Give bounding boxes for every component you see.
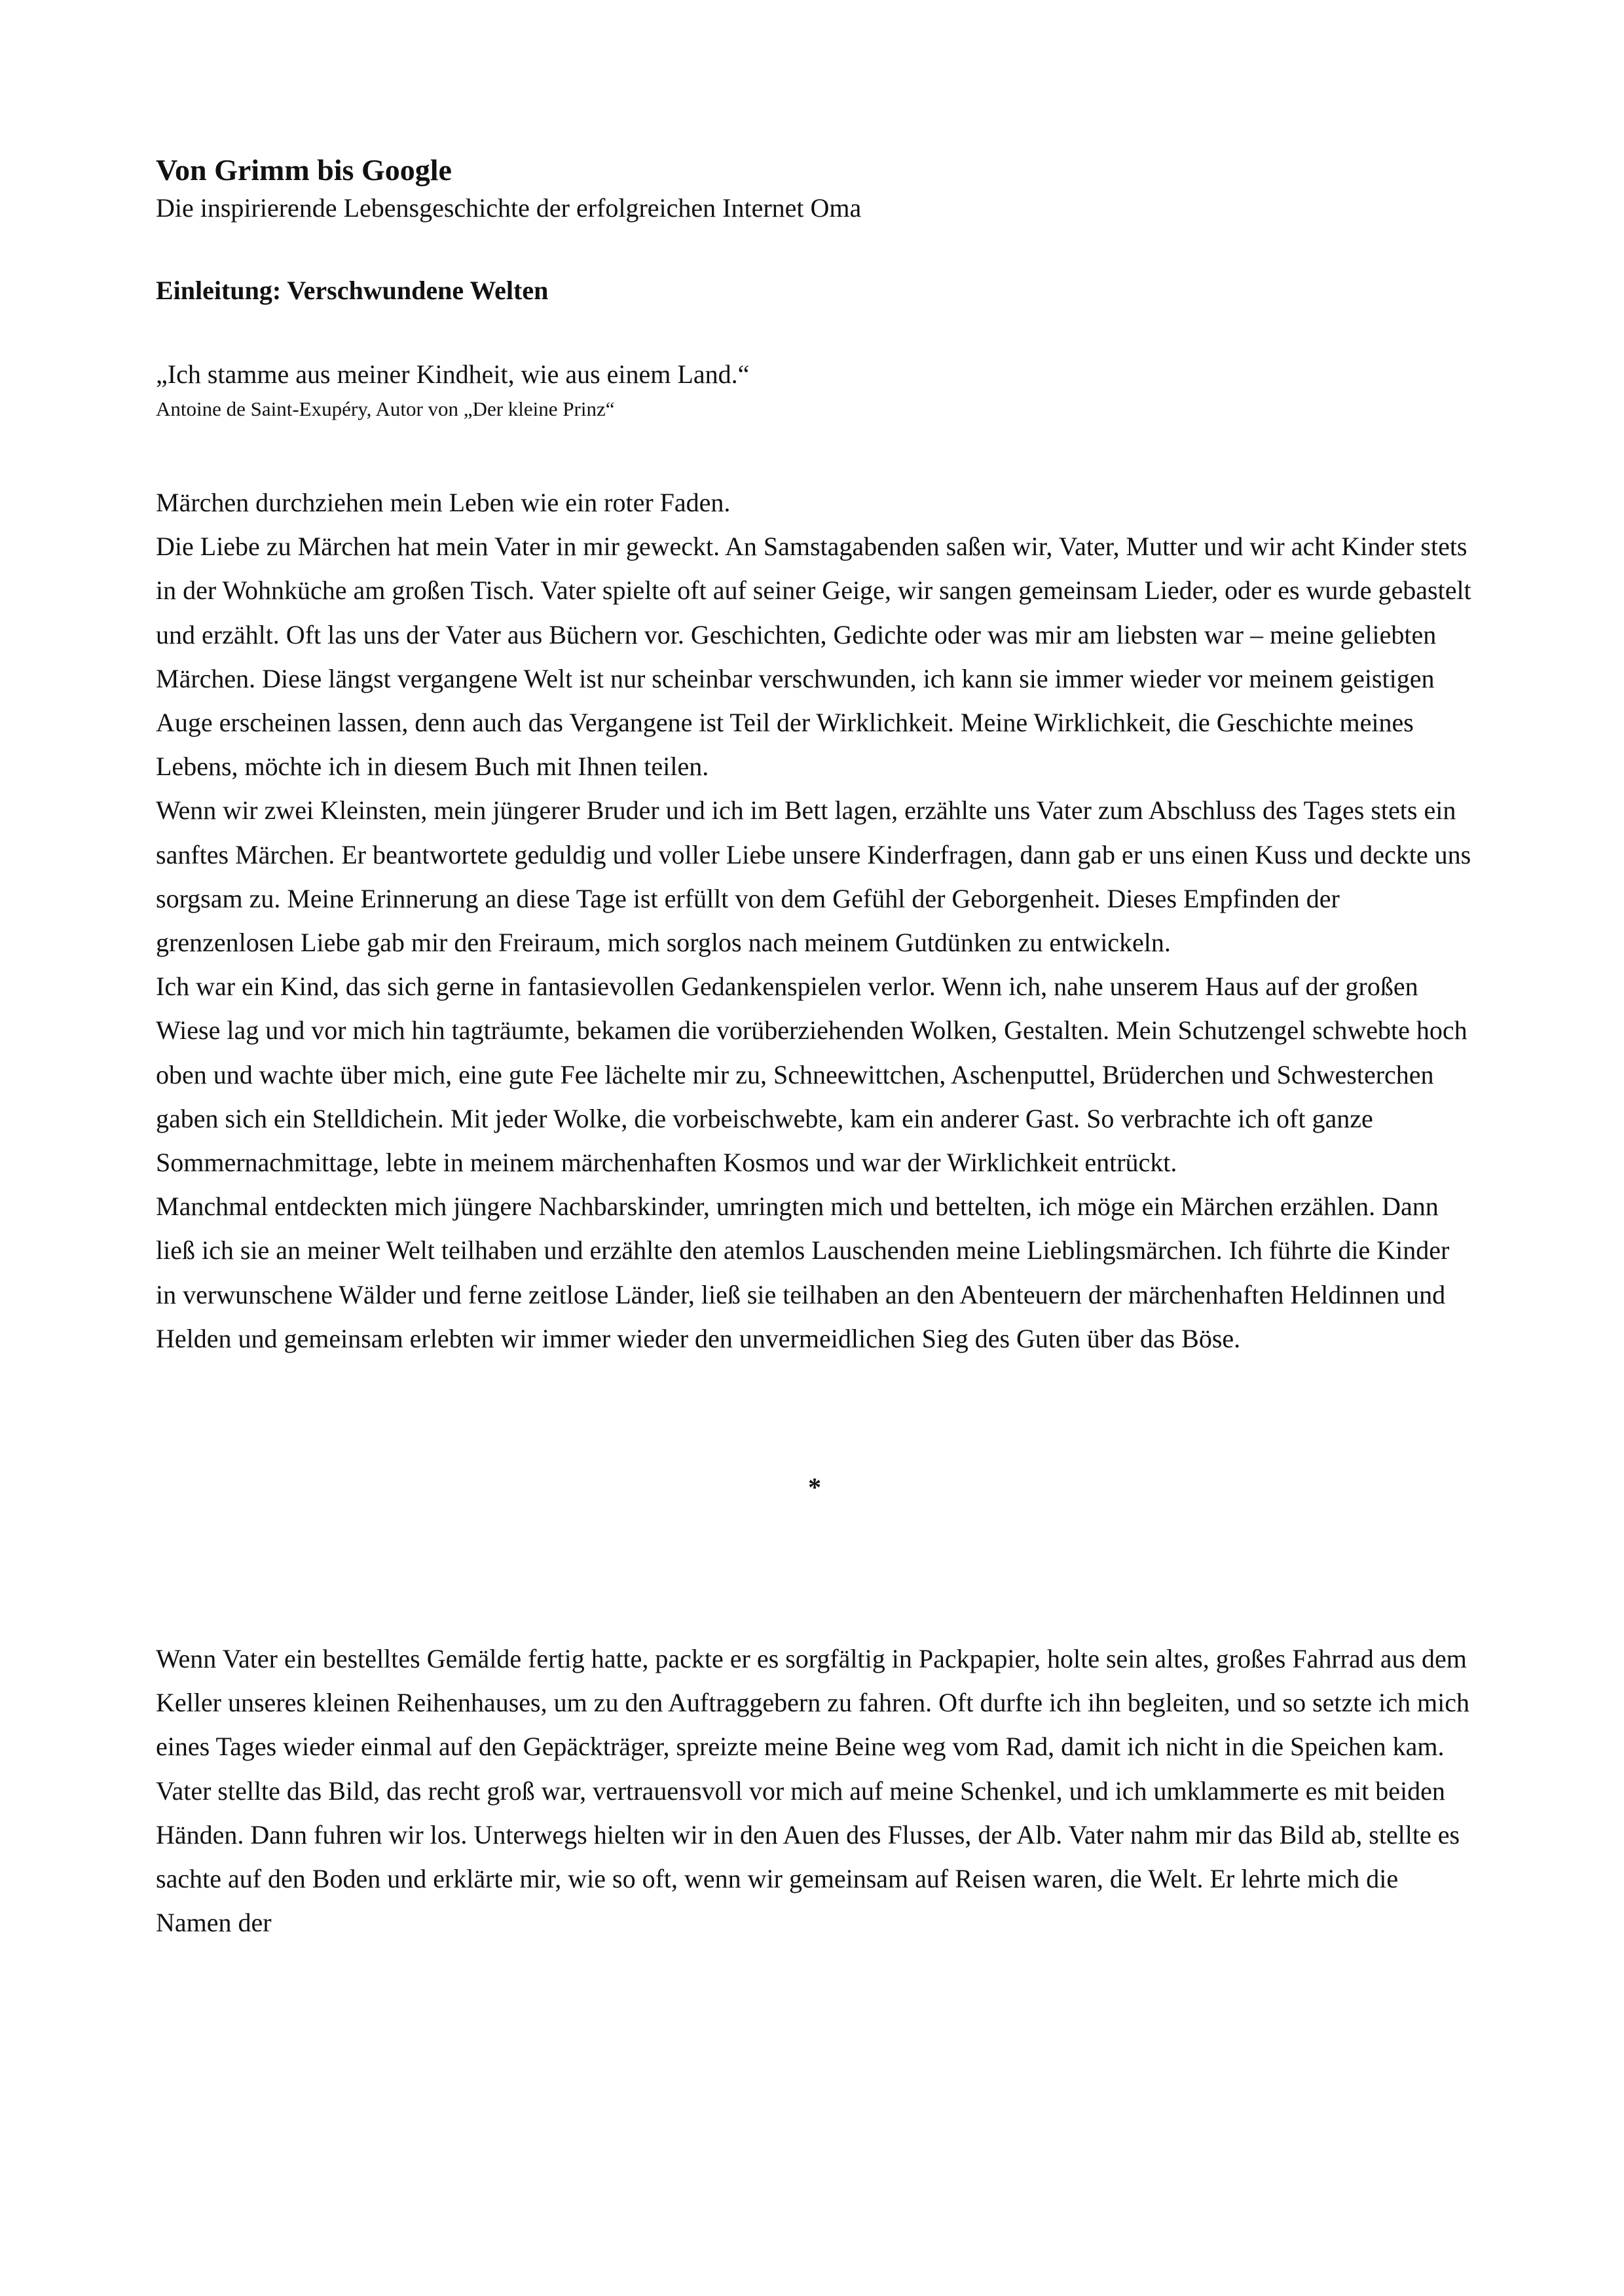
epigraph [156,356,1472,426]
paragraph: Manchmal entdeckten mich jüngere Nachbarskinder, umringten mich und bettelten, ich möge ein Märchen erzählen. Dann ließ ich sie an meiner Welt teilhaben und erzählte den atemlos Lauschenden meine Lieblingsmärchen. Ich führte die Kinder in verwunschene Wälder und ferne zeitlose Länder, ließ sie teilhaben an den Abenteuern der märchenhaften Heldinnen und Helden und gemeinsam erlebten wir immer wieder den unvermeidlichen Sieg des Guten über das Böse. [156,1192,1450,1353]
section-separator: * [808,1472,821,1503]
paragraph: Märchen durchziehen mein Leben wie ein roter Faden. [156,488,731,517]
paragraph: Wenn wir zwei Kleinsten, mein jüngerer Bruder und ich im Bett lagen, erzählte uns Vater zum Abschluss des Tages stets ein sanftes Märchen. Er beantwortete geduldig und voller Liebe unsere Kinderfragen, dann gab er uns einen Kuss und deckte uns sorgsam zu. Meine Erinnerung an diese Tage ist erfüllt von dem Gefühl der Geborgenheit. Dieses Empfinden der grenzenlosen Liebe gab mir den Freiraum, mich sorglos nach meinem Gutdünken zu entwickeln. [156,795,1471,958]
page-content [156,151,1472,1944]
book-subtitle: Die inspirierende Lebensgeschichte der erfolgreichen Internet Oma [156,193,862,223]
body-section-2 [156,1637,1472,1944]
paragraph: Ich war ein Kind, das sich gerne in fantasievollen Gedankenspielen verlor. Wenn ich, nahe unserem Haus auf der großen Wiese lag und vor mich hin tagträumte, bekamen die vorüberziehenden Wolken, Gestalten. Mein Schutzengel schwebte hoch oben und wachte über mich, eine gute Fee lächelte mir zu, Schneewittchen, Aschenputtel, Brüderchen und Schwesterchen gaben sich ein Stelldichein. Mit jeder Wolke, die vorbeischwebte, kam ein anderer Gast. So verbrachte ich oft ganze Sommernachmittage, lebte in meinem märchenhaften Kosmos und war der Wirklichkeit entrückt. [156,972,1467,1178]
paragraph: Wenn Vater ein bestelltes Gemälde fertig hatte, packte er es sorgfältig in Packpapier, holte sein altes, großes Fahrrad aus dem Keller unseres kleinen Reihenhauses, um zu den Auftraggebern zu fahren. Oft durfte ich ihn begleiten, und so setzte ich mich eines Tages wieder einmal auf den Gepäckträger, spreizte meine Beine weg vom Rad, damit ich nicht in die Speichen kam. Vater stellte das Bild, das recht groß war, vertrauensvoll vor mich auf meine Schenkel, und ich umklammerte es mit beiden Händen. Dann fuhren wir los. Unterwegs hielten wir in den Auen des Flusses, der Alb. Vater nahm mir das Bild ab, stellte es sachte auf den Boden und erklärte mir, wie so oft, wenn wir gemeinsam auf Reisen waren, die Welt. Er lehrte mich die Namen der [156,1644,1469,1938]
epigraph-attribution: Antoine de Saint-Exupéry, Autor von „Der kleine Prinz“ [156,397,615,420]
chapter-heading: Einleitung: Verschwundene Welten [156,276,549,305]
book-title: Von Grimm bis Google [156,153,452,187]
body-section-1 [156,481,1472,1360]
paragraph: Die Liebe zu Märchen hat mein Vater in mir geweckt. An Samstagabenden saßen wir, Vater, Mutter und wir acht Kinder stets in der Wohnküche am großen Tisch. Vater spielte oft auf seiner Geige, wir sangen gemeinsam Lieder, oder es wurde gebastelt und erzählt. Oft las uns der Vater aus Büchern vor. Geschichten, Gedichte oder was mir am liebsten war – meine geliebten Märchen. Diese längst vergangene Welt ist nur scheinbar verschwunden, ich kann sie immer wieder vor meinem geistigen Auge erscheinen lassen, denn auch das Vergangene ist Teil der Wirklichkeit. Meine Wirklichkeit, die Geschichte meines Lebens, möchte ich in diesem Buch mit Ihnen teilen. [156,532,1471,782]
epigraph-quote: „Ich stamme aus meiner Kindheit, wie aus einem Land.“ [156,359,750,389]
